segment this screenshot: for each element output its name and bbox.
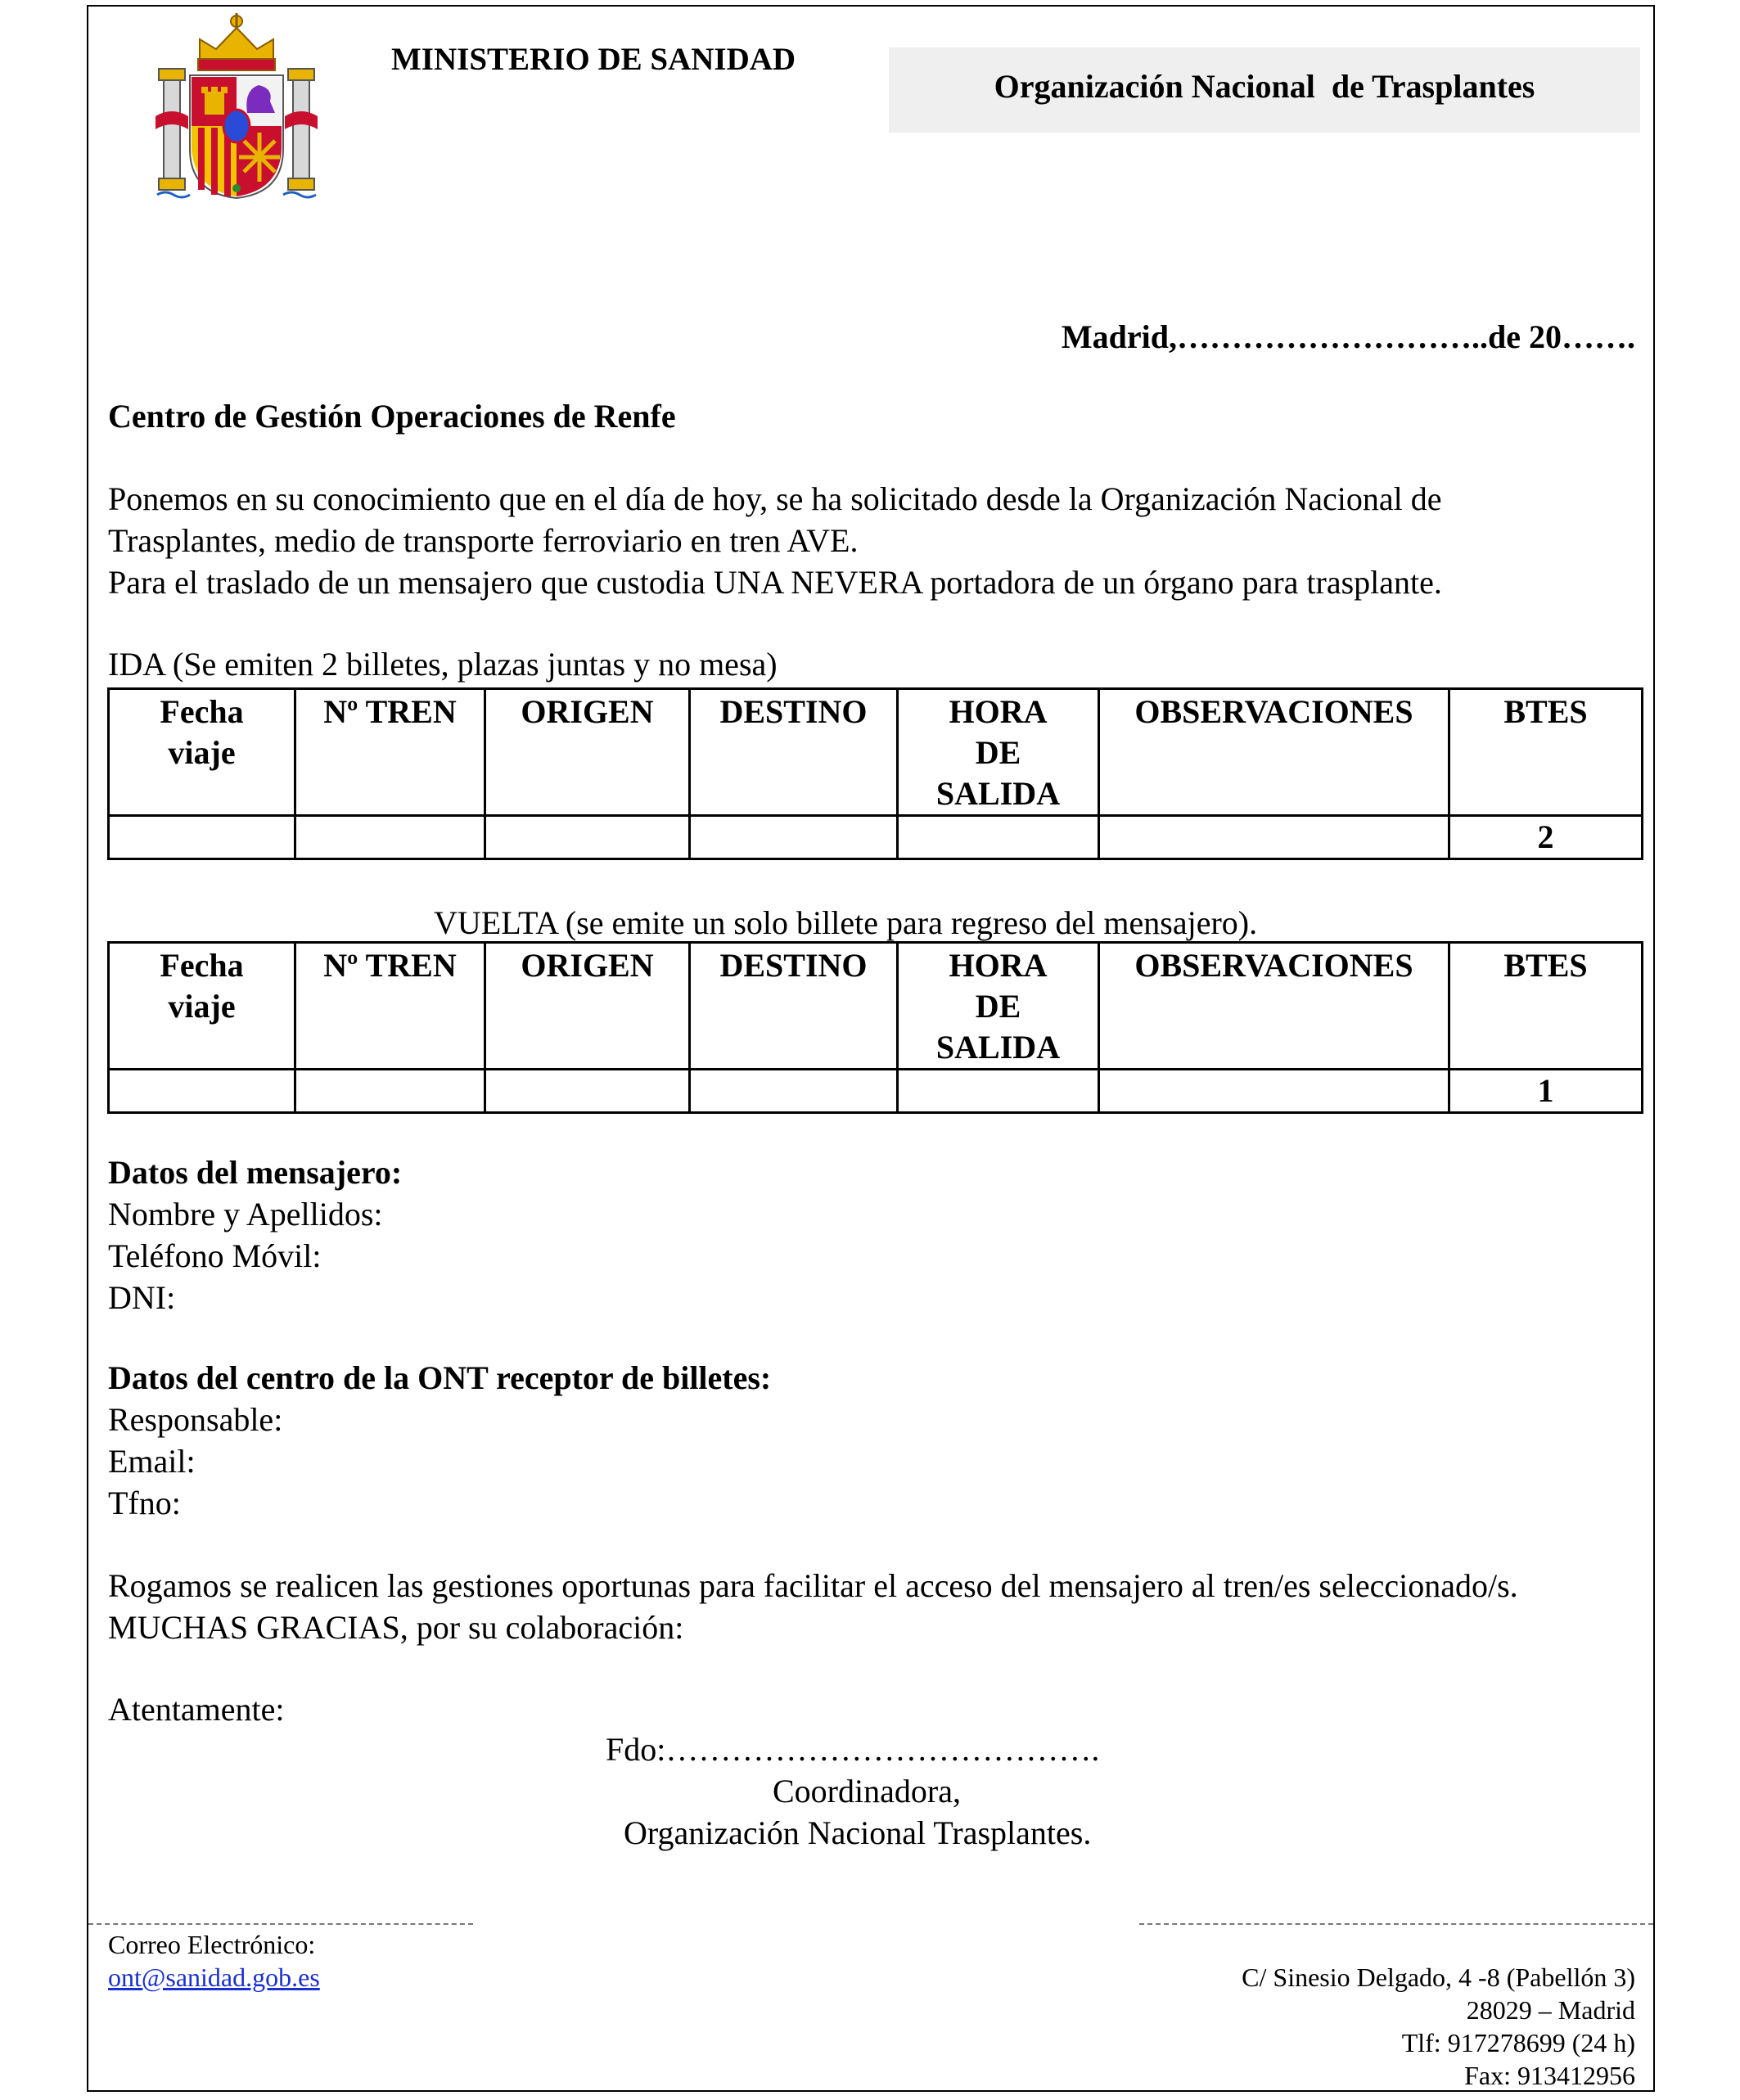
- recipient: Centro de Gestión Operaciones de Renfe: [108, 398, 676, 435]
- col-origen: ORIGEN: [485, 943, 690, 1070]
- closing-line-1: Rogamos se realicen las gestiones oportunas para facilitar el acceso del mensajero al tren/es seleccionado/s.: [108, 1567, 1518, 1604]
- organization-name: Organización Nacional de Trasplantes: [994, 67, 1535, 105]
- ida-title: IDA (Se emiten 2 billetes, plazas juntas y no mesa): [108, 646, 778, 683]
- date-line: Madrid,………………………..de 20…….: [1061, 318, 1635, 355]
- col-origen: ORIGEN: [485, 689, 690, 816]
- ida-btes-cell: 2: [1449, 816, 1643, 859]
- vuelta-header-row: [109, 943, 1643, 1070]
- vuelta-destino-cell[interactable]: [690, 1070, 898, 1113]
- col-btes: BTES: [1449, 943, 1643, 1070]
- footer-divider-left: [88, 1923, 473, 1925]
- footer-divider-right: [1139, 1923, 1653, 1925]
- vuelta-hora-cell[interactable]: [898, 1070, 1099, 1113]
- ont-center-section-title: Datos del centro de la ONT receptor de billetes:: [108, 1359, 772, 1396]
- col-fecha-viaje: Fecha viaje: [109, 943, 295, 1070]
- messenger-dni-label: DNI:: [108, 1279, 176, 1316]
- messenger-section-title: Datos del mensajero:: [108, 1154, 403, 1191]
- col-btes: BTES: [1449, 689, 1643, 816]
- col-hora-salida: HORA DE SALIDA: [898, 689, 1099, 816]
- body-line-2: Trasplantes, medio de transporte ferroviario en tren AVE.: [108, 522, 859, 559]
- closing-line-2: MUCHAS GRACIAS, por su colaboración:: [108, 1609, 684, 1646]
- footer-email-link[interactable]: ont@sanidad.gob.es: [108, 1963, 320, 1992]
- col-destino: DESTINO: [690, 943, 898, 1070]
- email-label: Email:: [108, 1443, 196, 1480]
- ida-fecha-cell[interactable]: [109, 816, 295, 859]
- footer-address-2: 28029 – Madrid: [1466, 1995, 1635, 2025]
- ministry-name: MINISTERIO DE SANIDAD: [391, 42, 796, 77]
- messenger-phone-label: Teléfono Móvil:: [108, 1237, 322, 1274]
- ida-destino-cell[interactable]: [690, 816, 898, 859]
- ida-hora-cell[interactable]: [898, 816, 1099, 859]
- vuelta-table: [107, 941, 1643, 1114]
- vuelta-origen-cell[interactable]: [485, 1070, 690, 1113]
- col-fecha-viaje: Fecha viaje: [109, 689, 295, 816]
- col-n-tren: Nº TREN: [295, 689, 485, 816]
- vuelta-data-row: [109, 1070, 1643, 1113]
- vuelta-tren-cell[interactable]: [295, 1070, 485, 1113]
- body-line-3: Para el traslado de un mensajero que custodia UNA NEVERA portadora de un órgano para trasplante.: [108, 564, 1442, 601]
- ida-origen-cell[interactable]: [485, 816, 690, 859]
- coat-of-arms-icon: [152, 10, 321, 203]
- signature-role: Coordinadora,: [773, 1773, 961, 1809]
- ida-data-row: [109, 816, 1643, 859]
- footer-address-1: C/ Sinesio Delgado, 4 -8 (Pabellón 3): [1242, 1963, 1635, 1992]
- col-n-tren: Nº TREN: [295, 943, 485, 1070]
- regards: Atentamente:: [108, 1691, 285, 1728]
- phone-label: Tfno:: [108, 1485, 181, 1521]
- organization-header-box: [889, 47, 1640, 133]
- ida-header-row: [109, 689, 1643, 816]
- col-observaciones: OBSERVACIONES: [1099, 943, 1449, 1070]
- body-line-1: Ponemos en su conocimiento que en el día de hoy, se ha solicitado desde la Organización Nacional de: [108, 480, 1442, 517]
- ida-observaciones-cell[interactable]: [1099, 816, 1449, 859]
- col-observaciones: OBSERVACIONES: [1099, 689, 1449, 816]
- footer-fax: Fax: 913412956: [1464, 2061, 1635, 2090]
- vuelta-btes-cell: 1: [1449, 1070, 1643, 1113]
- col-hora-salida: HORA DE SALIDA: [898, 943, 1099, 1070]
- ida-tren-cell[interactable]: [295, 816, 485, 859]
- footer-email-label: Correo Electrónico:: [108, 1930, 316, 1959]
- responsible-label: Responsable:: [108, 1401, 283, 1438]
- messenger-name-label: Nombre y Apellidos:: [108, 1196, 383, 1233]
- vuelta-fecha-cell[interactable]: [109, 1070, 295, 1113]
- signature-organization: Organización Nacional Trasplantes.: [624, 1814, 1092, 1851]
- ida-table: [107, 687, 1643, 860]
- col-destino: DESTINO: [690, 689, 898, 816]
- vuelta-observaciones-cell[interactable]: [1099, 1070, 1449, 1113]
- footer-phone: Tlf: 917278699 (24 h): [1401, 2028, 1635, 2057]
- signature-line: Fdo:………………………………….: [606, 1731, 1100, 1768]
- vuelta-title: VUELTA (se emite un solo billete para regreso del mensajero).: [434, 904, 1258, 941]
